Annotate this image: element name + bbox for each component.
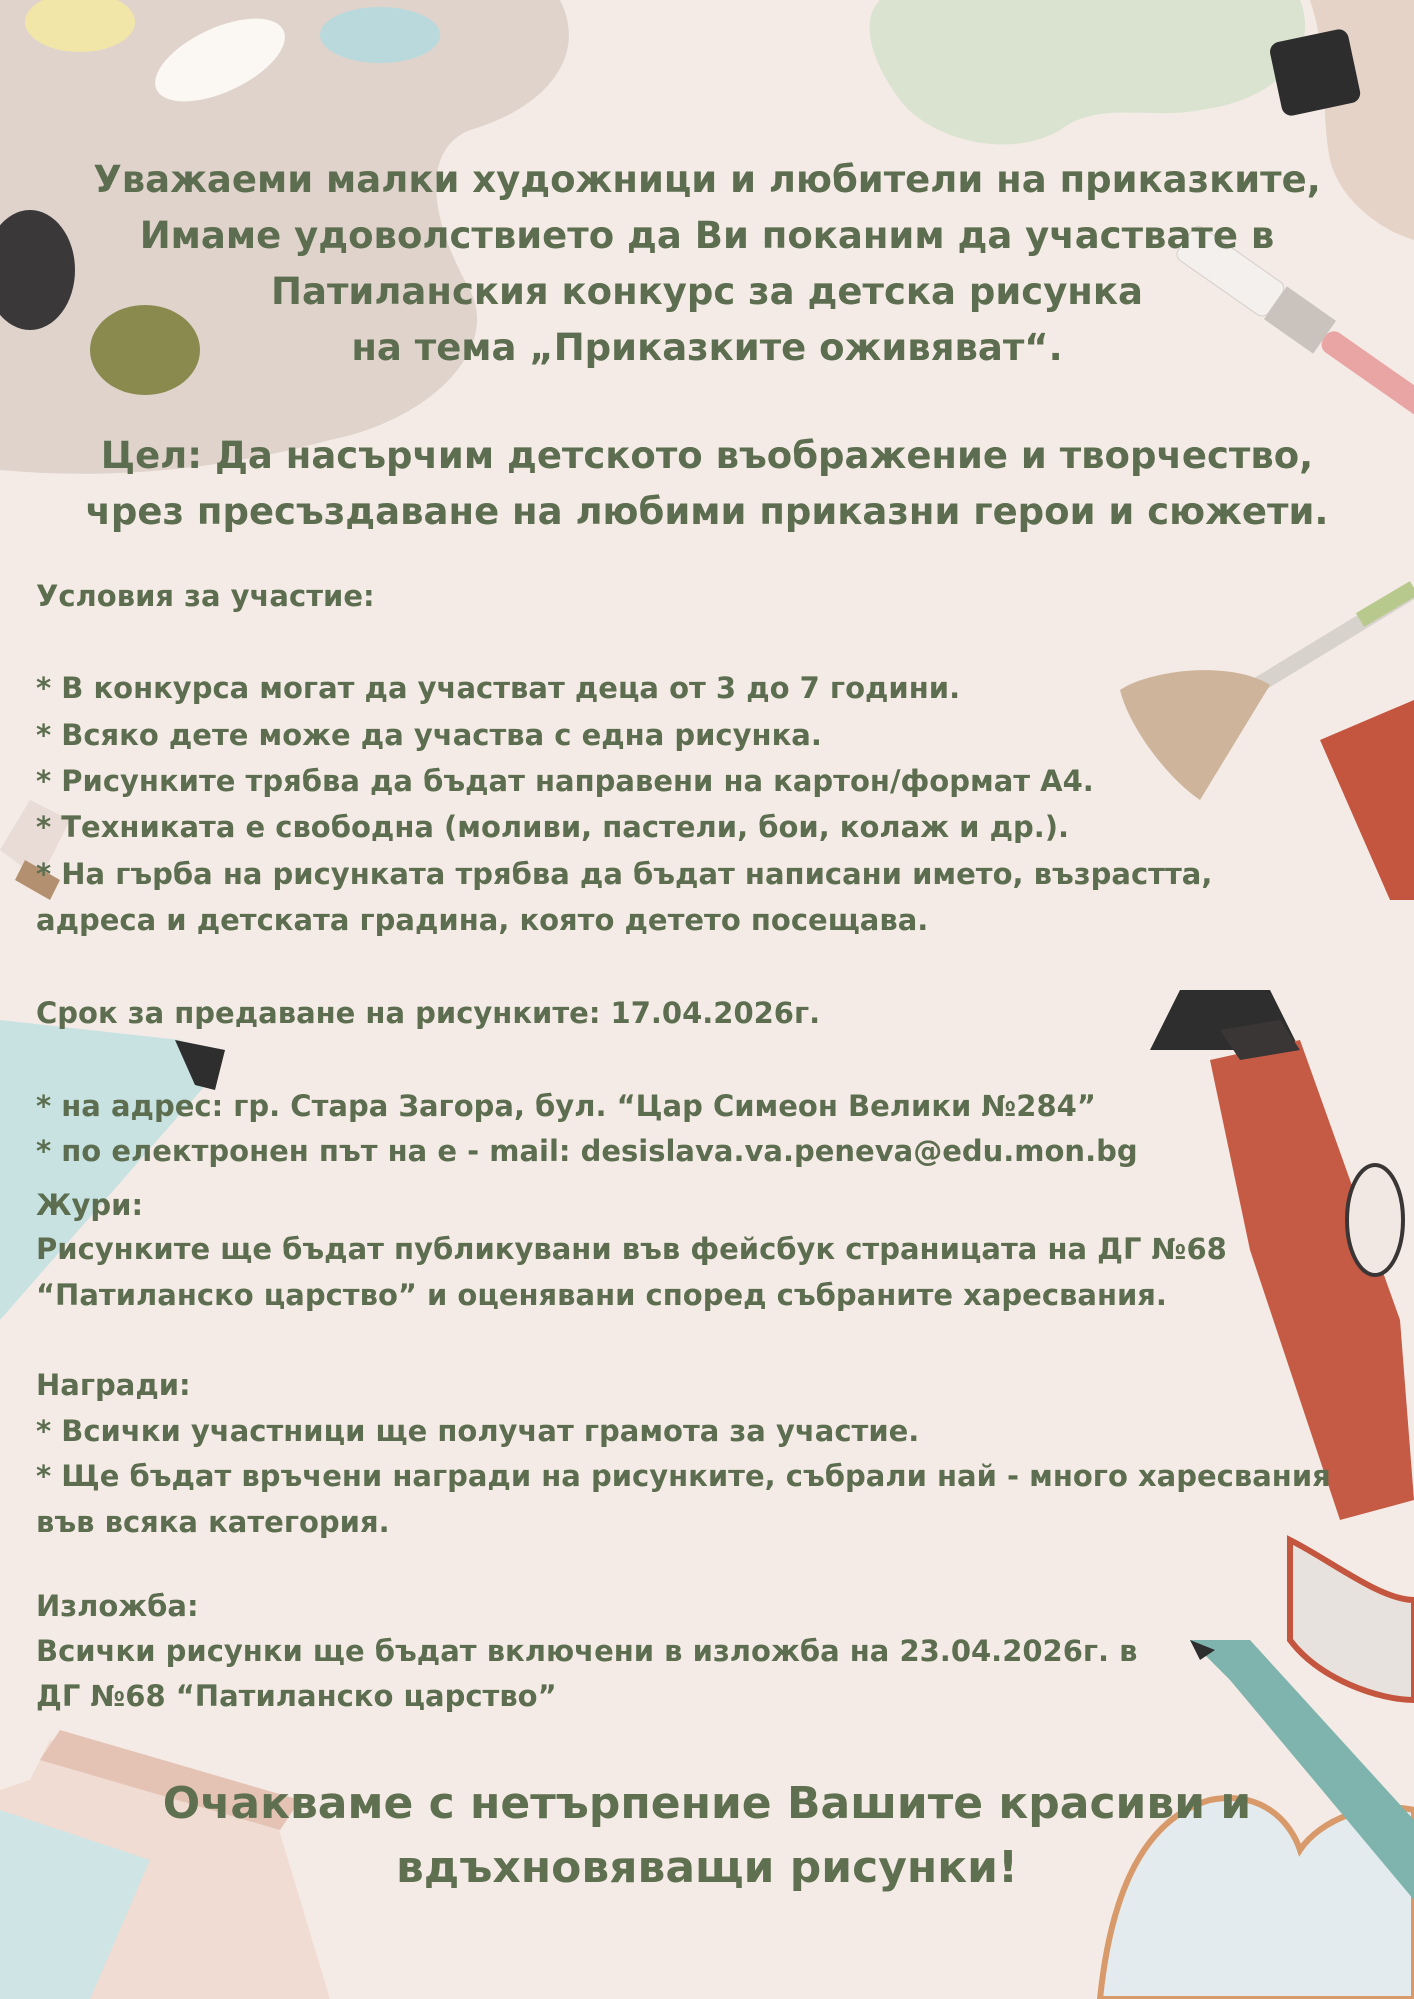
awards-heading: Награди: xyxy=(36,1368,191,1402)
condition-item: * Рисунките трябва да бъдат направени на картон/формат А4. xyxy=(36,764,1094,798)
goal-line-1: Цел: Да насърчим детското въображение и творчество, xyxy=(100,434,1314,477)
delivery-address: * на адрес: гр. Стара Загора, бул. “Цар Симеон Велики №284” xyxy=(36,1089,1096,1123)
jury-heading: Жури: xyxy=(36,1188,144,1222)
condition-item: * В конкурса могат да участват деца от 3 до 7 години. xyxy=(36,671,961,705)
jury-line: “Патиланско царство” и оценявани според събраните харесвания. xyxy=(36,1278,1167,1312)
intro-line-3: Патиланския конкурс за детска рисунка xyxy=(271,270,1143,313)
exhibition-line: Всички рисунки ще бъдат включени в изложба на 23.04.2026г. в xyxy=(36,1634,1138,1668)
awards-line: * Ще бъдат връчени награди на рисунките, събрали най - много харесвания xyxy=(36,1459,1331,1493)
paint-splash-icon xyxy=(870,0,1306,144)
intro-line-4: на тема „Приказките оживяват“. xyxy=(351,326,1063,369)
awards-line: * Всички участници ще получат грамота за участие. xyxy=(36,1414,920,1448)
awards-line: във всяка категория. xyxy=(36,1505,390,1539)
intro-line-1: Уважаеми малки художници и любители на приказките, xyxy=(93,158,1321,201)
intro-line-2: Имаме удоволствието да Ви поканим да участвате в xyxy=(139,214,1275,257)
goal-line-2: чрез пресъздаване на любими приказни герои и сюжети. xyxy=(85,490,1329,533)
deadline-text: Срок за предаване на рисунките: 17.04.2026г. xyxy=(36,996,821,1030)
condition-item: * На гърба на рисунката трябва да бъдат написани името, възрастта, xyxy=(36,857,1213,891)
closing-line-1: Очакваме с нетърпение Вашите красиви и xyxy=(162,1778,1252,1829)
condition-item: * Техниката е свободна (моливи, пастели, бои, колаж и др.). xyxy=(36,810,1070,844)
exhibition-line: ДГ №68 “Патиланско царство” xyxy=(36,1679,557,1713)
delivery-email: * по електронен път на е - mail: desislava.va.peneva@edu.mon.bg xyxy=(36,1134,1138,1168)
closing-line-2: вдъхновяващи рисунки! xyxy=(395,1842,1019,1893)
conditions-heading: Условия за участие: xyxy=(36,579,375,613)
condition-item: адреса и детската градина, която детето посещава. xyxy=(36,903,929,937)
exhibition-heading: Изложба: xyxy=(36,1589,199,1623)
red-tube-icon xyxy=(1320,700,1414,900)
jury-line: Рисунките ще бъдат публикувани във фейсбук страницата на ДГ №68 xyxy=(36,1232,1227,1266)
condition-item: * Всяко дете може да участва с една рисунка. xyxy=(36,718,822,752)
